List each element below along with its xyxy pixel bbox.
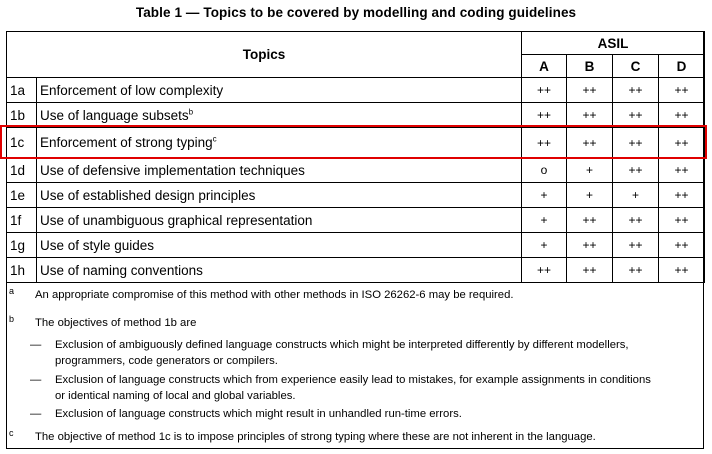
rating-b: ++ bbox=[567, 128, 613, 158]
topic-id: 1g bbox=[7, 233, 37, 258]
asil-level-a: A bbox=[522, 55, 567, 78]
rating-b: ++ bbox=[567, 233, 613, 258]
topic-id: 1d bbox=[7, 158, 37, 183]
footnote-text: An appropriate compromise of this method with other methods in ISO 26262-6 may be required. bbox=[35, 289, 514, 301]
topic-id: 1c bbox=[7, 128, 37, 158]
topic-id: 1a bbox=[7, 78, 37, 103]
rating-c: ++ bbox=[613, 233, 659, 258]
bullet-text: Exclusion of language constructs which might result in unhandled run-time errors. bbox=[55, 408, 462, 420]
rating-a: ++ bbox=[522, 128, 567, 158]
rating-d: ++ bbox=[659, 78, 705, 103]
topic-id: 1f bbox=[7, 208, 37, 233]
rating-a: ++ bbox=[522, 103, 567, 128]
rating-b: ++ bbox=[567, 78, 613, 103]
footnote-marker: b bbox=[9, 314, 15, 324]
table-row bbox=[7, 78, 705, 103]
rating-a: ++ bbox=[522, 78, 567, 103]
bullet-text: Exclusion of language constructs which from experience easily lead to mistakes, for example assignments in conditions or identical naming of local and global variables. bbox=[55, 374, 651, 402]
table-row bbox=[7, 208, 705, 233]
rating-c: ++ bbox=[613, 208, 659, 233]
topic-name: Enforcement of strong typing$^c$ bbox=[37, 128, 522, 158]
rating-d: ++ bbox=[659, 128, 705, 158]
rating-b: ++ bbox=[567, 103, 613, 128]
dash-marker: — bbox=[30, 339, 42, 351]
rating-d: ++ bbox=[659, 233, 705, 258]
topics-table bbox=[6, 31, 705, 283]
rating-d: ++ bbox=[659, 103, 705, 128]
rating-a: o bbox=[522, 158, 567, 183]
rating-b: ++ bbox=[567, 208, 613, 233]
rating-b: + bbox=[567, 183, 613, 208]
rating-a: + bbox=[522, 183, 567, 208]
topic-name: Use of naming conventions bbox=[37, 258, 522, 283]
footnote-ref-b: b bbox=[188, 107, 194, 116]
rating-a: + bbox=[522, 233, 567, 258]
topic-id: 1h bbox=[7, 258, 37, 283]
rating-a: + bbox=[522, 208, 567, 233]
asil-level-c: C bbox=[613, 55, 659, 78]
dash-marker: — bbox=[30, 408, 42, 420]
header-row bbox=[7, 32, 705, 55]
rating-b: + bbox=[567, 158, 613, 183]
asil-level-d: D bbox=[659, 55, 705, 78]
topic-name: Use of defensive implementation techniques bbox=[37, 158, 522, 183]
table-row bbox=[7, 158, 705, 183]
topic-name: Use of established design principles bbox=[37, 183, 522, 208]
rating-c: ++ bbox=[613, 258, 659, 283]
topic-id: 1e bbox=[7, 183, 37, 208]
footnote-ref-c: c bbox=[212, 134, 217, 144]
rating-c: ++ bbox=[613, 78, 659, 103]
rating-d: ++ bbox=[659, 258, 705, 283]
table-row bbox=[7, 258, 705, 283]
topic-name: Use of unambiguous graphical representation bbox=[37, 208, 522, 233]
asil-header: ASIL bbox=[522, 32, 705, 55]
table-row bbox=[7, 128, 705, 158]
rating-c: + bbox=[613, 183, 659, 208]
rating-a: ++ bbox=[522, 258, 567, 283]
asil-level-b: B bbox=[567, 55, 613, 78]
topic-name: Enforcement of low complexity bbox=[37, 78, 522, 103]
rating-d: ++ bbox=[659, 208, 705, 233]
footnote-marker: c bbox=[9, 428, 14, 438]
rating-c: ++ bbox=[613, 158, 659, 183]
table-row bbox=[7, 103, 705, 128]
topics-header: Topics bbox=[7, 32, 522, 78]
footnote-text: The objective of method 1c is to impose principles of strong typing where these are not inherent in the language. bbox=[35, 431, 596, 443]
dash-marker: — bbox=[30, 374, 42, 386]
rating-c: ++ bbox=[613, 128, 659, 158]
rating-c: ++ bbox=[613, 103, 659, 128]
topic-name: Use of style guides bbox=[37, 233, 522, 258]
footnote-text: The objectives of method 1b are bbox=[35, 317, 197, 329]
table-row bbox=[7, 233, 705, 258]
topic-name: Use of language subsets$^b$ bbox=[37, 103, 522, 128]
table-row bbox=[7, 183, 705, 208]
topic-id: 1b bbox=[7, 103, 37, 128]
rating-d: ++ bbox=[659, 183, 705, 208]
rating-d: ++ bbox=[659, 158, 705, 183]
table-title: Table 1 — Topics to be covered by modelling and coding guidelines bbox=[135, 5, 577, 20]
rating-b: ++ bbox=[567, 258, 613, 283]
footnote-marker: a bbox=[9, 286, 15, 296]
bullet-text: Exclusion of ambiguously defined language constructs which might be interpreted differently by different modellers, programmers, code generators or compilers. bbox=[55, 339, 629, 367]
